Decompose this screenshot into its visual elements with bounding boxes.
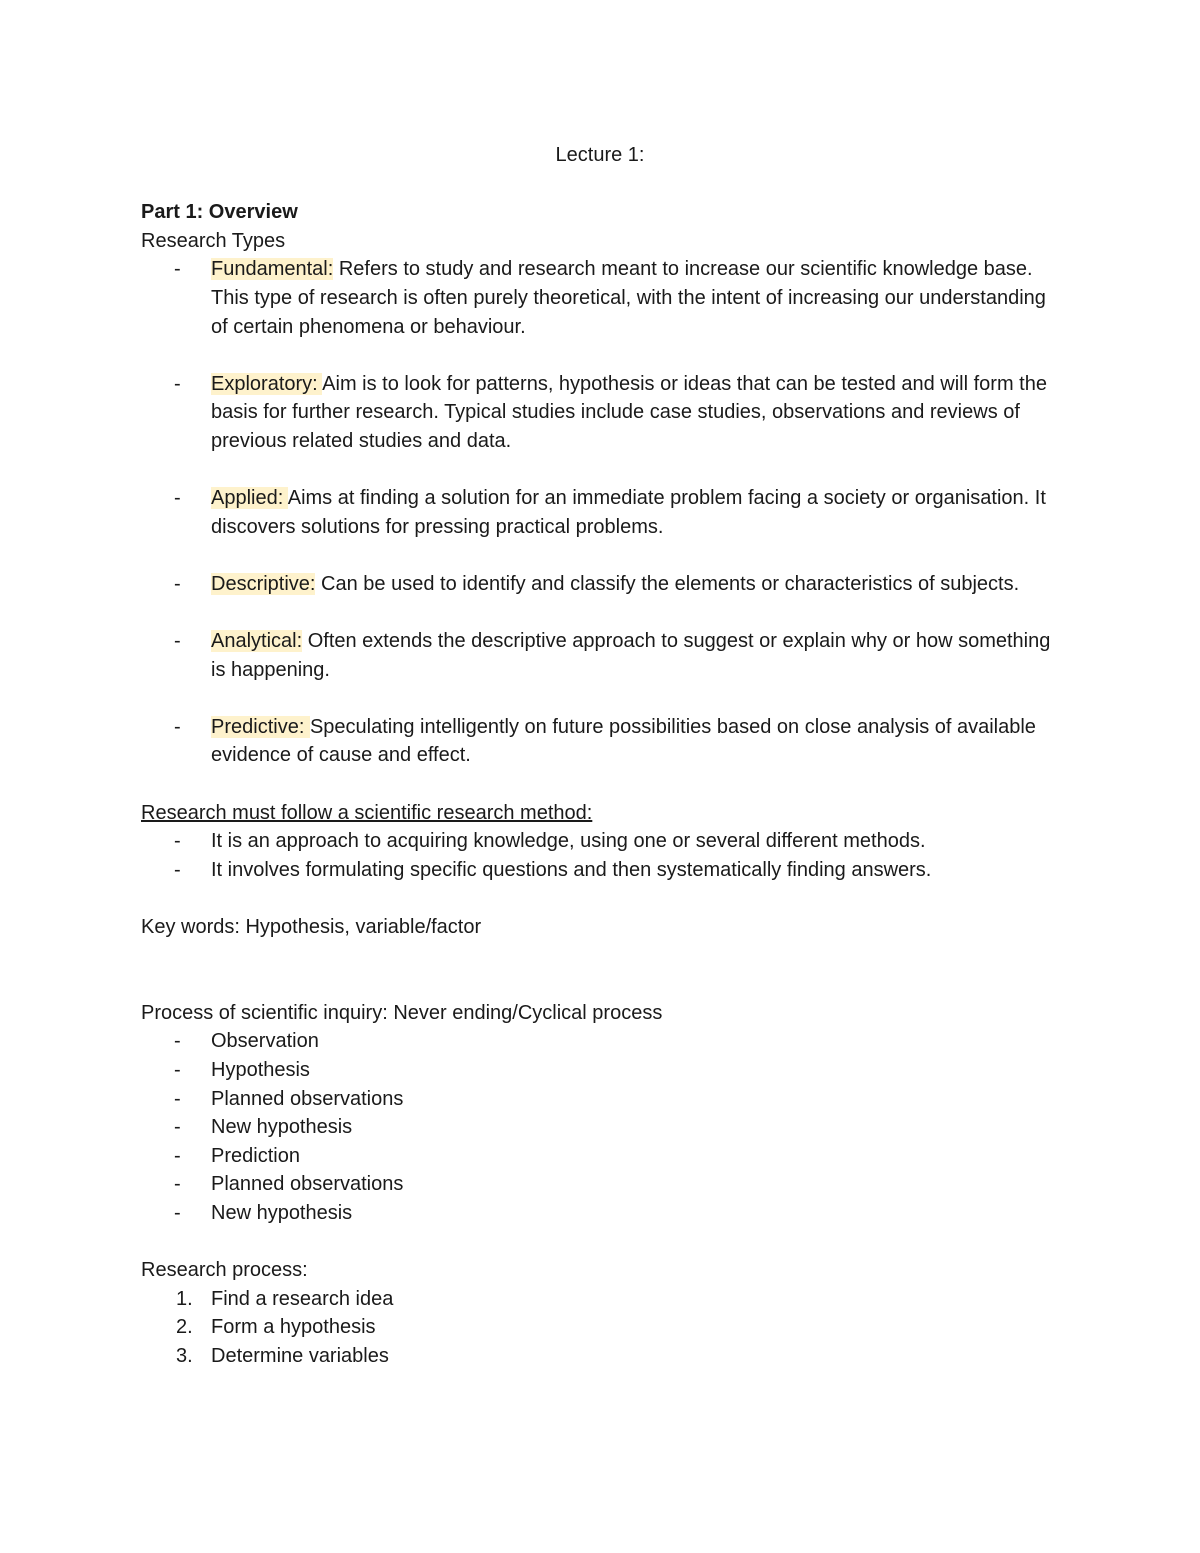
list-item-text: Hypothesis (211, 1059, 310, 1081)
dash-bullet: - (174, 1144, 181, 1167)
list-item (141, 484, 1059, 541)
list-item-text: New hypothesis (211, 1116, 353, 1139)
term-highlight: Fundamental: (211, 258, 334, 281)
research-process-list (141, 1285, 1059, 1371)
spacer (141, 884, 1059, 913)
list-item (141, 1142, 1059, 1171)
spacer (141, 942, 1059, 971)
list-item (141, 1085, 1059, 1114)
method-list (141, 827, 1059, 884)
dash-bullet: - (174, 372, 181, 395)
list-item-text: It involves formulating specific questions and then systematically finding answers. (211, 858, 932, 881)
list-item (141, 1056, 1059, 1085)
list-item-text: Planned observations (211, 1087, 404, 1110)
dash-bullet: - (174, 1030, 181, 1053)
section-heading-part1: Part 1: Overview (141, 201, 298, 224)
list-number: 3. (176, 1344, 193, 1367)
list-item-text: It is an approach to acquiring knowledge, using one or several different methods. (211, 830, 926, 853)
term-description: Speculating intelligently on future possibilities based on close analysis of available evidence of cause and effect. (211, 715, 1036, 767)
list-item (141, 713, 1059, 770)
list-item (141, 1113, 1059, 1142)
dash-bullet: - (174, 1059, 181, 1081)
list-item-text: Determine variables (211, 1344, 389, 1367)
list-item (141, 856, 1059, 885)
dash-bullet: - (174, 630, 181, 653)
dash-bullet: - (174, 487, 181, 510)
inquiry-list (141, 1027, 1059, 1227)
list-item (141, 1313, 1059, 1342)
spacer (141, 1228, 1059, 1257)
list-item (141, 627, 1059, 684)
term-description: Refers to study and research meant to increase our scientific knowledge base. This type of research is often purely theoretical, with the intent of increasing our understanding of certain phenomena or behaviour. (211, 258, 1046, 338)
term-description: Often extends the descriptive approach to suggest or explain why or how something is happening. (211, 630, 1051, 681)
dash-bullet: - (174, 1116, 181, 1139)
dash-bullet: - (174, 715, 181, 738)
term-description: Can be used to identify and classify the elements or characteristics of subjects. (315, 572, 1020, 595)
term-description: Aim is to look for patterns, hypothesis or ideas that can be tested and will form the basis for further research. Typical studies include case studies, observations and reviews of previous related studies and data. (211, 372, 1047, 452)
term-highlight: Descriptive: (211, 572, 316, 595)
list-item-text: Observation (211, 1030, 319, 1053)
dash-bullet: - (174, 1201, 181, 1224)
document-title: Lecture 1: (555, 144, 645, 166)
list-item-text: Find a research idea (211, 1287, 394, 1310)
list-item (141, 255, 1059, 341)
list-number: 1. (176, 1287, 193, 1310)
term-description: Aims at finding a solution for an immediate problem facing a society or organisation. It discovers solutions for pressing practical problems. (211, 487, 1046, 538)
list-item-text: Form a hypothesis (211, 1316, 376, 1339)
list-item (141, 1199, 1059, 1228)
list-number: 2. (176, 1316, 193, 1339)
term-highlight: Analytical: (211, 630, 303, 653)
dash-bullet: - (174, 858, 181, 881)
dash-bullet: - (174, 258, 181, 281)
list-item (141, 1170, 1059, 1199)
inquiry-heading: Process of scientific inquiry: Never ending/Cyclical process (141, 1001, 663, 1024)
term-highlight: Applied: (211, 487, 288, 510)
spacer (141, 170, 1059, 199)
list-item-text: New hypothesis (211, 1201, 353, 1224)
list-item (141, 1027, 1059, 1056)
method-heading: Research must follow a scientific research method: (141, 801, 593, 824)
list-item (141, 1285, 1059, 1314)
list-item-text: Planned observations (211, 1173, 404, 1196)
research-types-subheading: Research Types (141, 229, 286, 252)
list-item (141, 370, 1059, 456)
research-process-heading: Research process: (141, 1259, 308, 1282)
dash-bullet: - (174, 572, 181, 595)
list-item (141, 827, 1059, 856)
list-item (141, 570, 1059, 599)
spacer (141, 970, 1059, 999)
key-words: Key words: Hypothesis, variable/factor (141, 916, 482, 939)
dash-bullet: - (174, 1173, 181, 1196)
list-item-text: Prediction (211, 1144, 300, 1167)
dash-bullet: - (174, 1087, 181, 1110)
term-highlight: Exploratory: (211, 372, 323, 395)
research-types-list (141, 255, 1059, 770)
term-highlight: Predictive: (211, 715, 310, 738)
dash-bullet: - (174, 830, 181, 853)
list-item (141, 1342, 1059, 1371)
